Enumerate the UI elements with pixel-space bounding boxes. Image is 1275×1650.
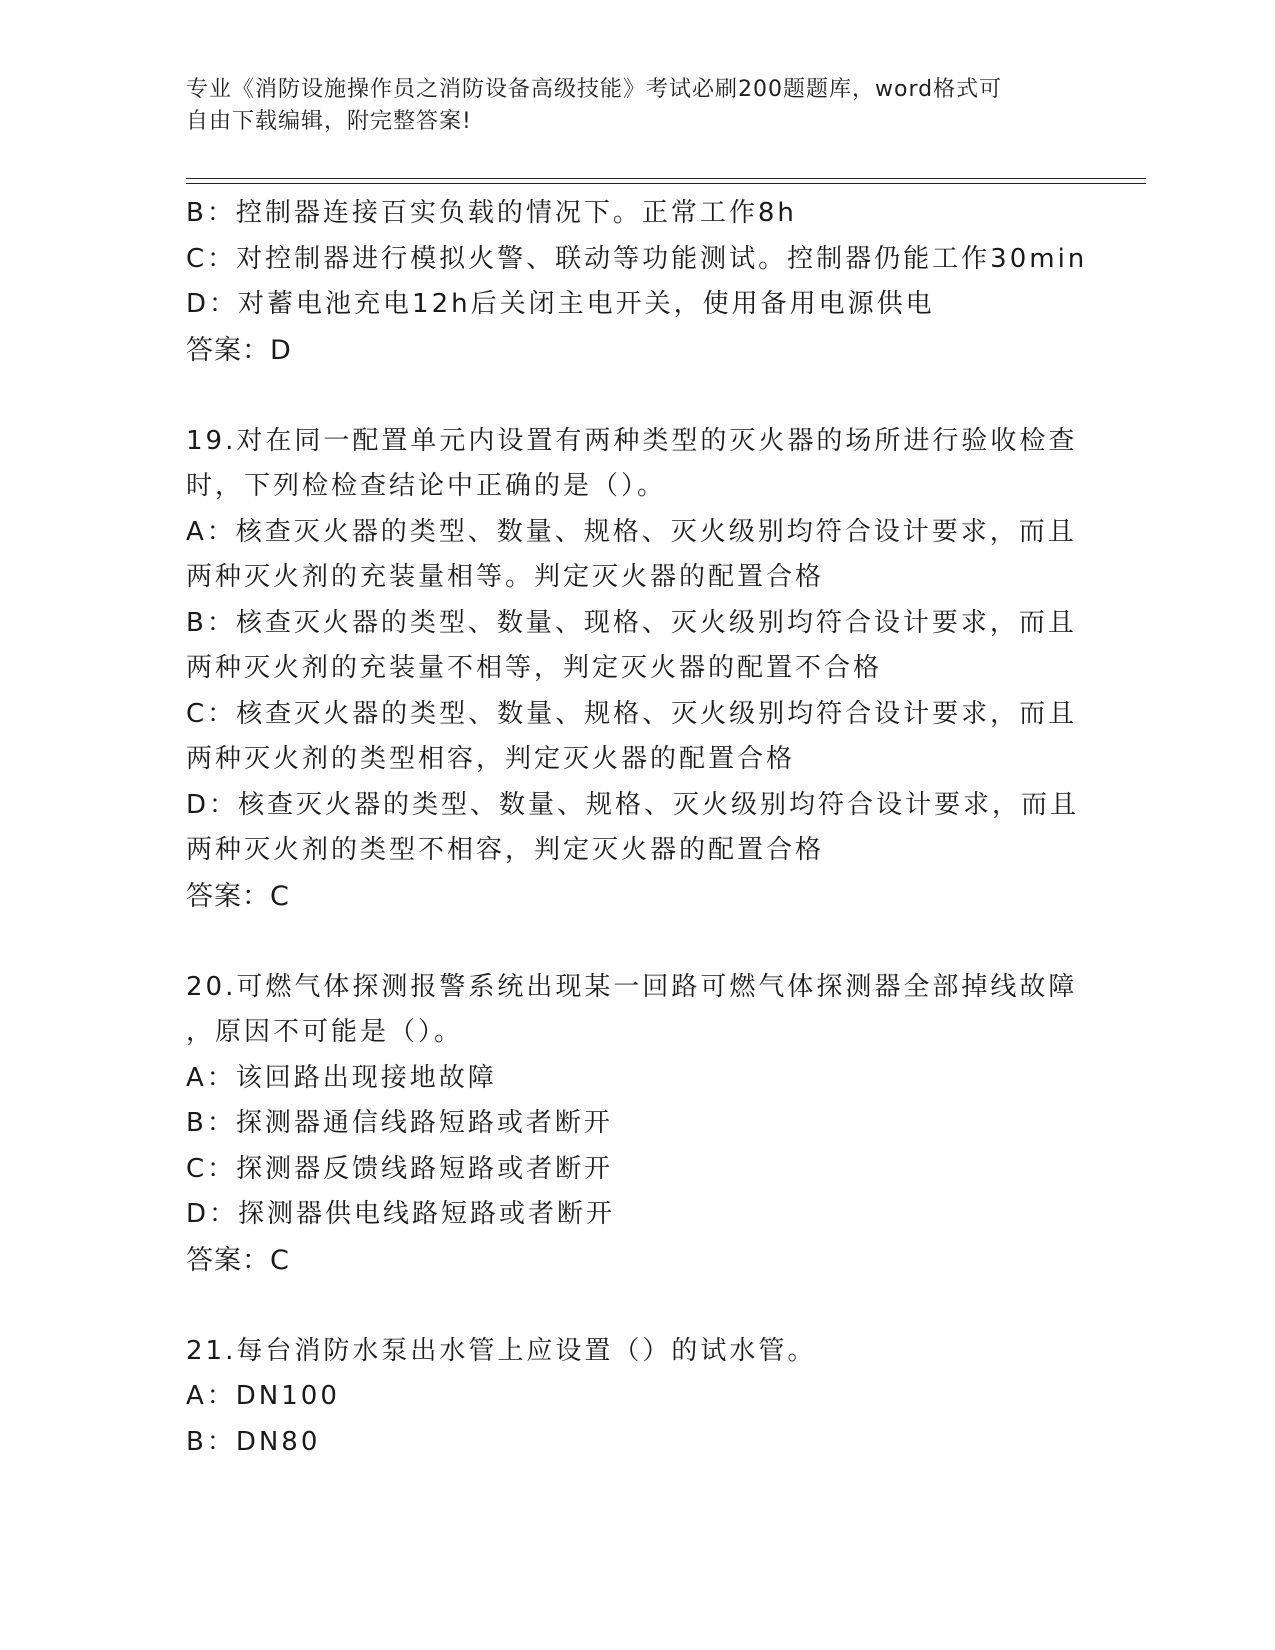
- spacer: [186, 373, 1086, 419]
- question-19: [186, 419, 1086, 920]
- q20-stem-line-2: ，原因不可能是（）。: [186, 1017, 464, 1047]
- header-line-1: 专业《消防设施操作员之消防设备高级技能》考试必刷200题题库，word格式可: [186, 77, 1003, 102]
- q20-answer: 答案：C: [186, 1244, 290, 1276]
- spacer: [186, 1283, 1086, 1329]
- question-21: [186, 1329, 1086, 1466]
- q18-option-c: C：对控制器进行模拟火警、联动等功能测试。控制器仍能工作30min: [186, 243, 1088, 274]
- question-20: [186, 965, 1086, 1284]
- header-line-2: 自由下载编辑，附完整答案!: [186, 109, 472, 134]
- q19-stem-line-2: 时，下列检检查结论中正确的是（）。: [186, 471, 667, 501]
- q20-option-d: D：探测器供电线路短路或者断开: [186, 1199, 616, 1229]
- spacer: [186, 919, 1086, 965]
- q19-stem-line-1: 19.对在同一配置单元内设置有两种类型的灭火器的场所进行验收检查: [186, 425, 1078, 456]
- question-18-tail: [186, 191, 1086, 373]
- q18-answer: 答案：D: [186, 334, 292, 366]
- header-divider-top: [186, 178, 1146, 179]
- q20-option-c: C：探测器反馈线路短路或者断开: [186, 1153, 614, 1184]
- q20-stem-line-1: 20.可燃气体探测报警系统出现某一回路可燃气体探测器全部掉线故障: [186, 971, 1078, 1002]
- document-body: [186, 191, 1086, 1465]
- header-divider-bottom: [186, 183, 1146, 184]
- q18-option-d: D：对蓄电池充电12h后关闭主电开关，使用备用电源供电: [186, 289, 935, 319]
- q19-option-a-line-1: A：核查灭火器的类型、数量、规格、灭火级别均符合设计要求，而且: [186, 516, 1077, 547]
- q21-option-b: B：DN80: [186, 1426, 321, 1457]
- q19-option-c-line-1: C：核查灭火器的类型、数量、规格、灭火级别均符合设计要求，而且: [186, 698, 1078, 729]
- q19-option-b-line-2: 两种灭火剂的充装量不相等，判定灭火器的配置不合格: [186, 653, 883, 683]
- q19-option-b-line-1: B：核查灭火器的类型、数量、现格、灭火级别均符合设计要求，而且: [186, 607, 1077, 638]
- q19-option-d-line-1: D：核查灭火器的类型、数量、规格、灭火级别均符合设计要求，而且: [186, 789, 1080, 820]
- q19-answer: 答案：C: [186, 880, 290, 912]
- q19-option-c-line-2: 两种灭火剂的类型相容，判定灭火器的配置合格: [186, 744, 796, 774]
- q20-option-a: A：该回路出现接地故障: [186, 1062, 497, 1093]
- q21-stem: 21.每台消防水泵出水管上应设置（）的试水管。: [186, 1335, 817, 1366]
- q18-option-b: B：控制器连接百实负载的情况下。正常工作8h: [186, 198, 797, 228]
- q19-option-a-line-2: 两种灭火剂的充装量相等。判定灭火器的配置合格: [186, 562, 825, 592]
- q19-option-d-line-2: 两种灭火剂的类型不相容，判定灭火器的配置合格: [186, 835, 825, 865]
- q21-option-a: A：DN100: [186, 1381, 340, 1411]
- q20-option-b: B：探测器通信线路短路或者断开: [186, 1108, 613, 1138]
- document-header: [186, 74, 1086, 138]
